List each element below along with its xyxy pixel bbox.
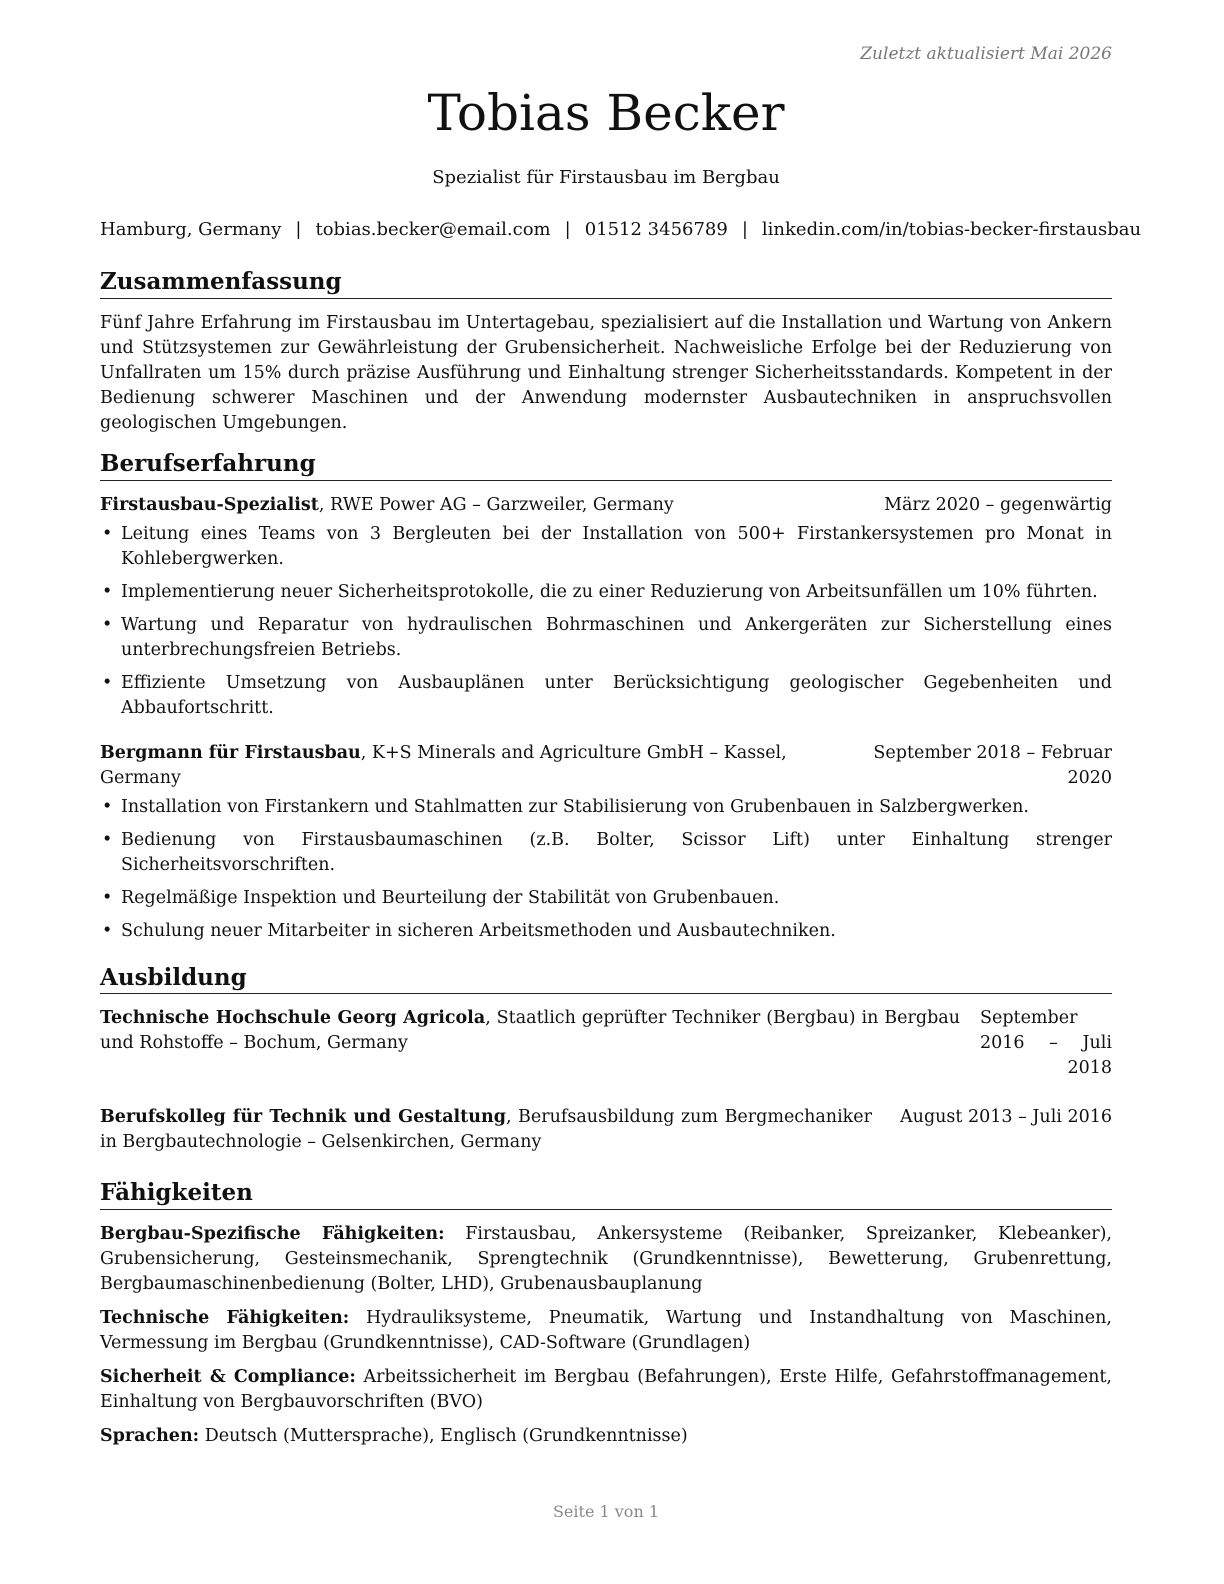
contact-line [100,219,1142,240]
skill-group [100,1306,1112,1356]
job-entry [100,493,1112,721]
education-details: , Berufsausbildung zum Bergmechaniker in Bergbautechnologie – Gelsenkirchen, Germany [100,1107,873,1153]
resume-page [100,0,1142,1584]
contact-separator: | [295,219,302,240]
list-item: • Effiziente Umsetzung von Ausbauplänen unter Berücksichtigung geologischer Gegebenheiten und Abbaufortschritt. [100,671,1112,721]
job-role: Bergmann für Firstausbau [100,742,361,763]
contact-email[interactable]: tobias.becker@email.com [315,219,551,240]
contact-separator: | [564,219,571,240]
contact-separator: | [741,219,748,240]
list-item: • Wartung und Reparatur von hydraulischen Bohrmaschinen und Ankergeräten zur Sicherstellung eines unterbrechungsfreien Betriebs. [100,613,1112,663]
section-title-experience: Berufserfahrung [100,450,1112,481]
page-number: Seite 1 von 1 [552,1502,660,1521]
resume-content [100,268,1112,1458]
job-dates: März 2020 – gegenwärtig [884,494,1112,515]
education-dates: September 2016 – Juli 2018 [980,1008,1112,1079]
job-role: Firstausbau-Spezialist [100,494,319,515]
skill-label: Bergbau-Spezifische Fähigkeiten: [100,1224,445,1244]
section-title-education: Ausbildung [100,964,1112,995]
job-header [100,741,1112,791]
education-school: Berufskolleg für Technik und Gestaltung [100,1107,506,1128]
summary-text: Fünf Jahre Erfahrung im Firstausbau im Untertagebau, spezialisiert auf die Installation und Wartung von Ankern und Stützsystemen zur Gewährleistung der Grubensicherheit. Nachweisliche Erfolge bei der Reduzierung von Unfallraten um 15% durch präzise Ausführung und Einhaltung strenger Sicherheitsstandards. Kompetent in der Bedienung schwerer Maschinen und der Anwendung modernster Ausbautechniken in anspruchsvollen geologischen Umgebungen. [100,312,1112,433]
section-title-summary: Zusammenfassung [100,268,1112,299]
job-title: Spezialist für Firstausbau im Bergbau [432,167,780,188]
list-item: • Implementierung neuer Sicherheitsprotokolle, die zu einer Reduzierung von Arbeitsunfällen um 10% führten. [100,580,1112,605]
skill-text: Hydrauliksysteme, Pneumatik, Wartung und Instandhaltung von Maschinen, Vermessung im Bergbau (Grundkenntnisse), CAD-Software (Grundlagen) [100,1308,1112,1353]
job-company: , RWE Power AG – Garzweiler, Germany [318,494,674,515]
skill-group [100,1222,1112,1297]
skill-group [100,1424,1112,1449]
education-details: , Staatlich geprüfter Techniker (Bergbau) in Bergbau und Rohstoffe – Bochum, Germany [100,1008,960,1054]
education-entry [100,1006,1112,1081]
list-item: • Schulung neuer Mitarbeiter in sicheren Arbeitsmethoden und Ausbautechniken. [100,919,1112,944]
skill-text: Deutsch (Muttersprache), Englisch (Grundkenntnisse) [199,1426,688,1446]
list-item: • Leitung eines Teams von 3 Bergleuten bei der Installation von 500+ Firstankersystemen pro Monat in Kohlebergwerken. [100,522,1112,572]
skill-text: Firstausbau, Ankersysteme (Reibanker, Spreizanker, Klebeanker), Grubensicherung, Gesteinsmechanik, Sprengtechnik (Grundkenntnisse), Bewetterung, Grubenrettung, Bergbaumaschinenbedienung (Bolter, LHD), Grubenausbauplanung [100,1224,1112,1294]
list-item: • Bedienung von Firstausbaumaschinen (z.B. Bolter, Scissor Lift) unter Einhaltung strenger Sicherheitsvorschriften. [100,828,1112,878]
last-updated: Zuletzt aktualisiert Mai 2026 [860,44,1112,64]
skill-label: Sprachen: [100,1426,200,1446]
section-title-skills: Fähigkeiten [100,1179,1112,1210]
list-item: • Regelmäßige Inspektion und Beurteilung der Stabilität von Grubenbauen. [100,886,1112,911]
education-entry [100,1105,1112,1155]
skill-label: Sicherheit & Compliance: [100,1367,356,1387]
job-entry [100,741,1112,944]
contact-location: Hamburg, Germany [100,219,282,240]
job-bullets [100,522,1112,721]
job-dates: September 2018 – Februar 2020 [873,742,1112,788]
skill-label: Technische Fähigkeiten: [100,1308,350,1328]
job-company: , K+S Minerals and Agriculture GmbH – Kassel, Germany [100,742,787,788]
skill-text: Arbeitssicherheit im Bergbau (Befahrungen), Erste Hilfe, Gefahrstoffmanagement, Einhaltung von Bergbauvorschriften (BVO) [100,1367,1112,1412]
job-header [100,493,1112,518]
skill-group [100,1365,1112,1415]
education-school: Technische Hochschule Georg Agricola [100,1008,486,1029]
education-dates: August 2013 – Juli 2016 [900,1107,1112,1128]
contact-linkedin[interactable]: linkedin.com/in/tobias-becker-firstausbau [761,219,1142,240]
contact-phone[interactable]: 01512 3456789 [584,219,728,240]
list-item: • Installation von Firstankern und Stahlmatten zur Stabilisierung von Grubenbauen in Salzbergwerken. [100,795,1112,820]
job-bullets [100,795,1112,944]
candidate-name: Tobias Becker [427,84,785,142]
